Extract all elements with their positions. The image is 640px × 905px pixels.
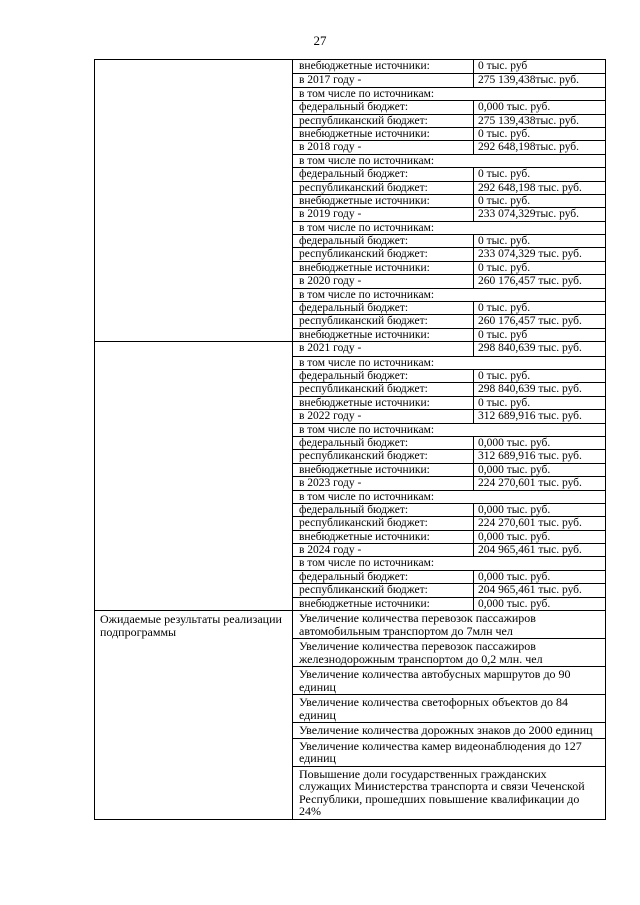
funding-line-label: внебюджетные источники: <box>299 463 430 476</box>
empty-label-cell-2 <box>95 342 293 610</box>
funding-row-2 <box>95 341 605 610</box>
funding-line-label: в 2019 году - <box>299 208 362 221</box>
funding-line-label: федеральный бюджет: <box>299 168 409 181</box>
funding-line <box>293 583 605 596</box>
funding-line <box>293 463 605 476</box>
funding-line <box>293 369 605 382</box>
funding-line-label: внебюджетные источники: <box>299 396 430 409</box>
result-item: Увеличение количества дорожных знаков до 2000 единиц <box>293 722 605 738</box>
result-item: Увеличение количества автобусных маршрутов до 90 единиц <box>293 666 605 694</box>
result-item: Увеличение количества перевозок пассажиров автомобильным транспортом до 7млн чел <box>299 611 536 638</box>
funding-line <box>293 409 605 422</box>
funding-line <box>293 314 605 327</box>
funding-line-label: федеральный бюджет: <box>299 101 409 114</box>
funding-line <box>293 423 605 436</box>
funding-line-label: в том числе по источникам: <box>299 557 435 570</box>
funding-line-label: в 2021 году - <box>299 342 362 355</box>
funding-line-value: 0,000 тыс. руб. <box>473 598 605 610</box>
funding-line-value: 0,000 тыс. руб. <box>473 101 605 113</box>
funding-line <box>293 301 605 314</box>
funding-block-2 <box>293 342 605 610</box>
funding-row-1 <box>95 60 605 341</box>
funding-line-label: в том числе по источникам: <box>299 87 435 100</box>
funding-line-value: 0 тыс. руб <box>473 329 605 341</box>
funding-line <box>293 114 605 127</box>
funding-line-value: 0 тыс. руб. <box>473 195 605 207</box>
funding-line-value: 0,000 тыс. руб. <box>473 504 605 516</box>
funding-line-value: 292 648,198 тыс. руб. <box>473 182 605 194</box>
funding-line-label: в том числе по источникам: <box>299 490 435 503</box>
funding-line <box>293 154 605 167</box>
funding-line-value: 0 тыс. руб. <box>473 302 605 314</box>
funding-line <box>293 570 605 583</box>
funding-line <box>293 167 605 180</box>
funding-line <box>293 328 605 341</box>
funding-line <box>293 503 605 516</box>
passport-table <box>94 59 606 820</box>
funding-line <box>293 181 605 194</box>
funding-line-value: 0 тыс. руб. <box>473 168 605 180</box>
funding-line <box>293 516 605 529</box>
funding-line-label: республиканский бюджет: <box>299 450 428 463</box>
funding-line-label: внебюджетные источники: <box>299 328 430 341</box>
funding-line-label: республиканский бюджет: <box>299 584 428 597</box>
funding-line <box>293 221 605 234</box>
funding-line <box>293 436 605 449</box>
funding-line-label: в 2023 году - <box>299 477 362 490</box>
funding-line-value: 260 176,457 тыс. руб. <box>473 275 605 287</box>
funding-line-value: 224 270,601 тыс. руб. <box>473 477 605 489</box>
funding-line <box>293 60 605 73</box>
funding-line-label: республиканский бюджет: <box>299 517 428 530</box>
funding-line-value: 233 074,329тыс. руб. <box>473 208 605 220</box>
funding-line-label: республиканский бюджет: <box>299 383 428 396</box>
funding-line-value: 312 689,916 тыс. руб. <box>473 450 605 462</box>
funding-line <box>293 261 605 274</box>
funding-line-value: 275 139,438тыс. руб. <box>473 115 605 127</box>
funding-line-label: федеральный бюджет: <box>299 369 409 382</box>
funding-line-label: внебюджетные источники: <box>299 60 430 72</box>
funding-line <box>293 543 605 556</box>
funding-line-value: 0,000 тыс. руб. <box>473 571 605 583</box>
page-number: 27 <box>313 33 327 48</box>
funding-line-label: федеральный бюджет: <box>299 302 409 315</box>
funding-line-value: 260 176,457 тыс. руб. <box>473 315 605 327</box>
funding-line-label: в 2017 году - <box>299 74 362 87</box>
funding-line <box>293 382 605 395</box>
funding-line-value: 224 270,601 тыс. руб. <box>473 517 605 529</box>
funding-line-value: 0 тыс. руб. <box>473 370 605 382</box>
results-row <box>95 610 605 819</box>
funding-line <box>293 556 605 569</box>
funding-line-label: федеральный бюджет: <box>299 436 409 449</box>
funding-line-value: 275 139,438тыс. руб. <box>473 74 605 86</box>
funding-line-value: 292 648,198тыс. руб. <box>473 141 605 153</box>
result-item: Повышение доли государственных гражданских служащих Министерства транспорта и связи Чеченской Республики, прошедших повышение квалификации до 24% <box>293 766 605 819</box>
funding-line <box>293 234 605 247</box>
funding-line <box>293 288 605 301</box>
results-label: Ожидаемые результаты реализации подпрограммы <box>95 611 293 819</box>
funding-line <box>293 274 605 287</box>
funding-line-label: в 2024 году - <box>299 544 362 557</box>
funding-line-value: 0 тыс. руб <box>473 60 605 73</box>
funding-line <box>293 140 605 153</box>
funding-line-label: в том числе по источникам: <box>299 423 435 436</box>
funding-line-label: внебюджетные источники: <box>299 194 430 207</box>
funding-line <box>293 342 605 355</box>
funding-line <box>293 194 605 207</box>
funding-line-value: 298 840,639 тыс. руб. <box>473 383 605 395</box>
funding-line-value: 233 074,329 тыс. руб. <box>473 248 605 260</box>
funding-line <box>293 396 605 409</box>
funding-line-label: внебюджетные источники: <box>299 530 430 543</box>
funding-line-label: внебюджетные источники: <box>299 597 430 610</box>
funding-line-value: 0 тыс. руб. <box>473 262 605 274</box>
funding-line-label: республиканский бюджет: <box>299 181 428 194</box>
funding-line-value: 0,000 тыс. руб. <box>473 437 605 449</box>
funding-line-value: 0 тыс. руб. <box>473 128 605 140</box>
funding-line-value: 204 965,461 тыс. руб. <box>473 584 605 596</box>
funding-line-label: республиканский бюджет: <box>299 248 428 261</box>
result-item: Увеличение количества камер видеонаблюдения до 127 единиц <box>293 738 605 766</box>
funding-line <box>293 530 605 543</box>
funding-line-label: внебюджетные источники: <box>299 127 430 140</box>
funding-line-value: 0,000 тыс. руб. <box>473 531 605 543</box>
funding-line-label: в том числе по источникам: <box>299 288 435 301</box>
funding-line <box>293 356 605 369</box>
result-item: Увеличение количества перевозок пассажиров железнодорожным транспортом до 0,2 млн. чел <box>293 638 605 666</box>
funding-line-label: в 2020 году - <box>299 275 362 288</box>
funding-line-value: 0,000 тыс. руб. <box>473 464 605 476</box>
results-list <box>293 611 605 819</box>
funding-line-label: федеральный бюджет: <box>299 235 409 248</box>
funding-line-label: федеральный бюджет: <box>299 570 409 583</box>
funding-line-label: в том числе по источникам: <box>299 221 435 234</box>
funding-line-value: 312 689,916 тыс. руб. <box>473 410 605 422</box>
funding-line-value: 204 965,461 тыс. руб. <box>473 544 605 556</box>
funding-line <box>293 127 605 140</box>
funding-line-label: республиканский бюджет: <box>299 315 428 328</box>
funding-line-value: 0 тыс. руб. <box>473 397 605 409</box>
funding-line-label: внебюджетные источники: <box>299 261 430 274</box>
funding-line <box>293 100 605 113</box>
funding-line <box>293 597 605 610</box>
funding-line-label: в том числе по источникам: <box>299 154 435 167</box>
funding-line-label: в 2022 году - <box>299 410 362 423</box>
funding-line-value: 298 840,639 тыс. руб. <box>473 342 605 355</box>
funding-line <box>293 207 605 220</box>
result-item: Увеличение количества светофорных объектов до 84 единиц <box>293 694 605 722</box>
funding-line <box>293 87 605 100</box>
funding-line <box>293 476 605 489</box>
funding-block-1 <box>293 60 605 341</box>
funding-line-label: в 2018 году - <box>299 141 362 154</box>
empty-label-cell-1 <box>95 60 293 341</box>
funding-line <box>293 247 605 260</box>
funding-line-value: 0 тыс. руб. <box>473 235 605 247</box>
funding-line <box>293 73 605 86</box>
funding-line-label: федеральный бюджет: <box>299 503 409 516</box>
funding-line <box>293 449 605 462</box>
funding-line-label: республиканский бюджет: <box>299 114 428 127</box>
funding-line <box>293 490 605 503</box>
funding-line-label: в том числе по источникам: <box>299 356 435 369</box>
